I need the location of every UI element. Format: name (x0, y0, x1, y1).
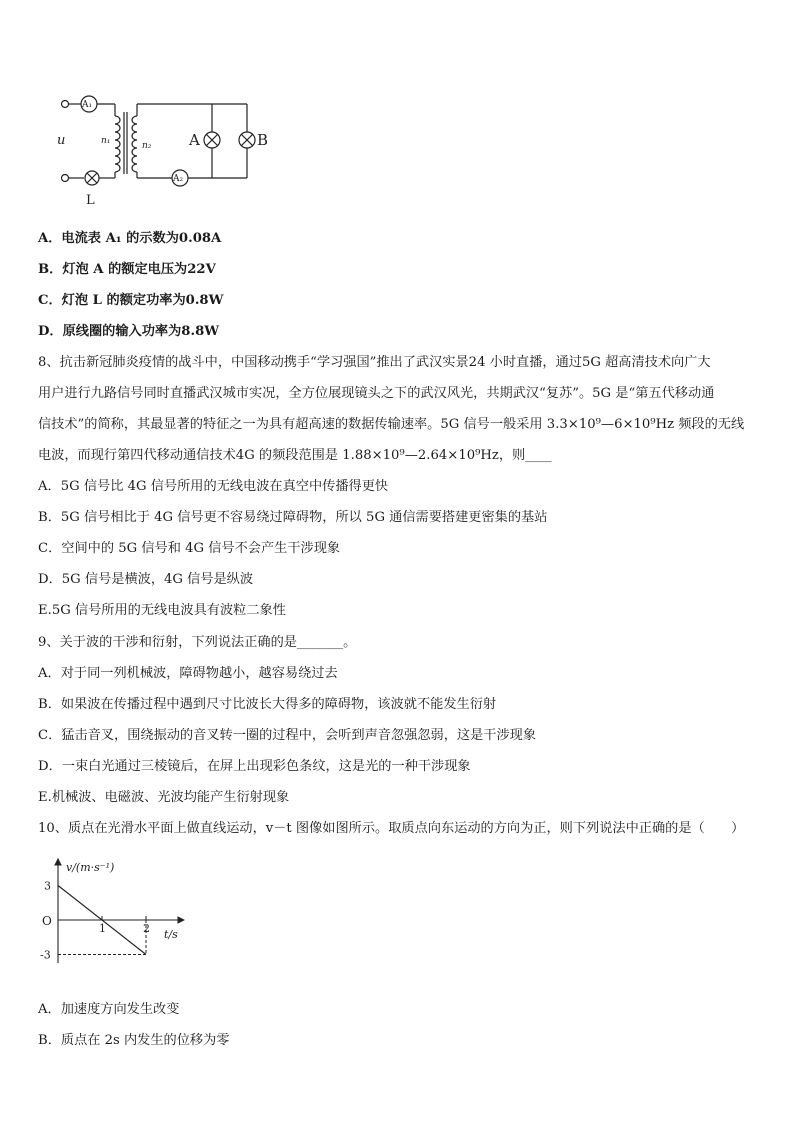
x-tick-label-2: 2 (143, 922, 150, 935)
q9-option-e: E.机械波、电磁波、光波均能产生衍射现象 (38, 790, 290, 805)
q8-stem-line-4: 电波，而现行第四代移动通信技术4G 的频段范围是 1.88×10⁹—2.64×10⁹Hz，则____ (38, 448, 552, 463)
q8-option-e: E.5G 信号所用的无线电波具有波粒二象性 (38, 603, 286, 618)
q8-stem-line-1: 8、抗击新冠肺炎疫情的战斗中，中国移动携手“学习强国”推出了武汉实景24 小时直播，通过5G 超高清技术向广大 (38, 355, 711, 370)
origin-label: O (42, 914, 52, 928)
transformer-circuit-diagram (55, 92, 295, 210)
q8-option-b: B．5G 信号相比于 4G 信号更不容易绕过障碍物，所以 5G 通信需要搭建更密集的基站 (38, 510, 548, 525)
y-tick-label-3: 3 (44, 879, 51, 893)
primary-coil (115, 116, 120, 172)
q8-option-c: C．空间中的 5G 信号和 4G 信号不会产生干涉现象 (38, 541, 341, 556)
input-terminal-bottom (62, 175, 69, 182)
y-tick-label--3: -3 (40, 948, 51, 962)
secondary-coil (132, 116, 137, 172)
y-axis-label: v/(m·s⁻¹) (66, 861, 115, 874)
q7-option-d: D．原线圈的输入功率为8.8W (38, 324, 220, 339)
q8-stem-line-2: 用户进行九路信号同时直播武汉城市实况，全方位展现镜头之下的武汉风光，共期武汉“复苏”。5G 是“第五代移动通 (38, 386, 715, 401)
input-terminal-top (62, 101, 69, 108)
q9-option-a: A．对于同一列机械波，障碍物越小，越容易绕过去 (38, 666, 338, 681)
q10-stem: 10、质点在光滑水平面上做直线运动，v－t 图像如图所示。取质点向东运动的方向为正，则下列说法中正确的是（ ） (38, 821, 745, 836)
voltage-u-label: u (57, 133, 66, 148)
q9-option-b: B．如果波在传播过程中遇到尺寸比波长大得多的障碍物，该波就不能发生衍射 (38, 697, 497, 712)
ammeter-a1-label: A₁ (82, 100, 93, 110)
lamp-l-label: L (86, 193, 95, 208)
q8-option-d: D．5G 信号是横波，4G 信号是纵波 (38, 572, 254, 587)
n1-label: n₁ (101, 136, 111, 146)
q8-option-a: A．5G 信号比 4G 信号所用的无线电波在真空中传播得更快 (38, 479, 389, 494)
q10-option-b: B．质点在 2s 内发生的位移为零 (38, 1033, 230, 1048)
q9-option-d: D．一束白光通过三棱镜后，在屏上出现彩色条纹，这是光的一种干涉现象 (38, 759, 471, 774)
x-tick-label-1: 1 (99, 922, 106, 935)
q7-option-c: C．灯泡 L 的额定功率为0.8W (38, 293, 224, 308)
q9-option-c: C．猛击音叉，围绕振动的音叉转一圈的过程中，会听到声音忽强忽弱，这是干涉现象 (38, 728, 537, 743)
q8-stem-line-3: 信技术”的简称，其最显著的特征之一为具有超高速的数据传输速率。5G 信号一般采用 3.3×10⁹—6×10⁹Hz 频段的无线 (38, 417, 745, 432)
q10-option-a: A．加速度方向发生改变 (38, 1002, 180, 1017)
ammeter-a2-label: A₂ (173, 174, 184, 184)
q7-option-a: A．电流表 A₁ 的示数为0.08A (38, 231, 222, 246)
n2-label: n₂ (142, 141, 152, 151)
x-axis-label: t/s (164, 928, 178, 941)
q7-option-b: B．灯泡 A 的额定电压为22V (38, 262, 216, 277)
velocity-time-graph (36, 853, 196, 973)
lamp-b-label: B (257, 131, 269, 149)
q9-stem: 9、关于波的干涉和衍射，下列说法正确的是_______。 (38, 635, 357, 650)
lamp-a-label: A (189, 131, 200, 149)
